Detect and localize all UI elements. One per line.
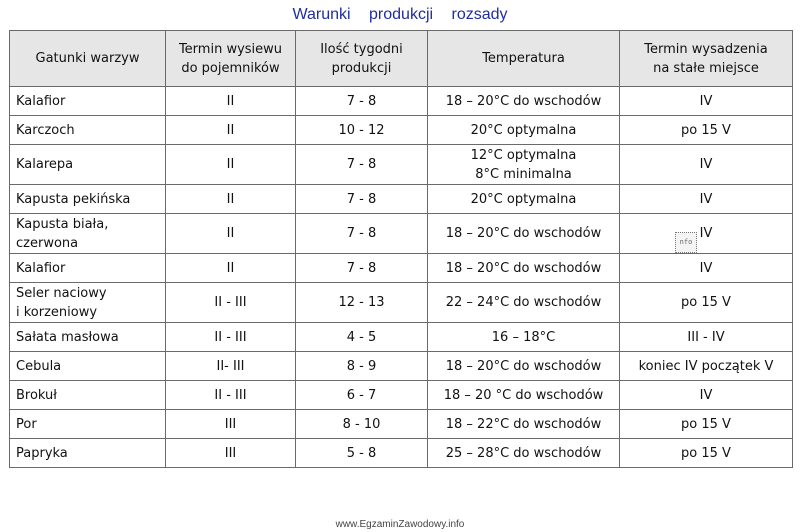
cell-species: Kalafior — [10, 254, 166, 283]
header-planting-term: Termin wysadzenia na stałe miejsce — [620, 31, 793, 87]
cell-species: Cebula — [10, 352, 166, 381]
cell-species: Sałata masłowa — [10, 323, 166, 352]
cell-planting-term: IV — [620, 145, 793, 185]
header-sowing-term: Termin wysiewu do pojemników — [166, 31, 296, 87]
cell-sowing-term: II — [166, 145, 296, 185]
cell-planting-term: IV — [620, 254, 793, 283]
cell-temperature: 18 – 20°C do wschodów — [428, 214, 620, 254]
table-row — [10, 381, 793, 410]
cell-production-weeks: 7 - 8 — [296, 254, 428, 283]
cell-species: Papryka — [10, 439, 166, 468]
table-row — [10, 323, 793, 352]
cell-planting-term: koniec IV początek V — [620, 352, 793, 381]
header-species: Gatunki warzyw — [10, 31, 166, 87]
cell-planting-term: III - IV — [620, 323, 793, 352]
cell-production-weeks: 7 - 8 — [296, 214, 428, 254]
table-body — [10, 87, 793, 468]
cell-species: Karczoch — [10, 116, 166, 145]
cell-sowing-term: III — [166, 439, 296, 468]
cell-species: Kalarepa — [10, 145, 166, 185]
cell-sowing-term: III — [166, 410, 296, 439]
table-row — [10, 439, 793, 468]
cell-production-weeks: 6 - 7 — [296, 381, 428, 410]
header-production-weeks: Ilość tygodni produkcji — [296, 31, 428, 87]
table-title: Warunki produkcji rozsady — [292, 6, 508, 23]
cell-production-weeks: 8 - 10 — [296, 410, 428, 439]
cell-sowing-term: II — [166, 116, 296, 145]
cell-species: Kapusta biała, czerwona — [10, 214, 166, 254]
table-row — [10, 116, 793, 145]
table-row — [10, 254, 793, 283]
cell-planting-term: IV — [620, 381, 793, 410]
cell-temperature: 18 – 20 °C do wschodów — [428, 381, 620, 410]
header-temperature: Temperatura — [428, 31, 620, 87]
cell-sowing-term: II — [166, 185, 296, 214]
table-row — [10, 410, 793, 439]
cell-planting-term: po 15 V — [620, 116, 793, 145]
cell-temperature: 18 – 22°C do wschodów — [428, 410, 620, 439]
cell-planting-term: po 15 V — [620, 410, 793, 439]
cell-temperature: 12°C optymalna 8°C minimalna — [428, 145, 620, 185]
table-row — [10, 185, 793, 214]
cell-production-weeks: 12 - 13 — [296, 283, 428, 323]
cell-temperature: 16 – 18°C — [428, 323, 620, 352]
cell-production-weeks: 7 - 8 — [296, 145, 428, 185]
cell-sowing-term: II - III — [166, 283, 296, 323]
cell-production-weeks: 7 - 8 — [296, 185, 428, 214]
cell-temperature: 18 – 20°C do wschodów — [428, 352, 620, 381]
cell-planting-term: IV — [620, 214, 793, 254]
cell-production-weeks: 10 - 12 — [296, 116, 428, 145]
info-icon: nfo — [675, 232, 697, 253]
cell-temperature: 22 – 24°C do wschodów — [428, 283, 620, 323]
cell-sowing-term: II - III — [166, 381, 296, 410]
cell-species: Kapusta pekińska — [10, 185, 166, 214]
table-row — [10, 283, 793, 323]
cell-production-weeks: 7 - 8 — [296, 87, 428, 116]
cell-planting-term: po 15 V — [620, 439, 793, 468]
cell-production-weeks: 8 - 9 — [296, 352, 428, 381]
header-row — [10, 31, 793, 87]
cell-species: Brokuł — [10, 381, 166, 410]
cell-temperature: 25 – 28°C do wschodów — [428, 439, 620, 468]
cell-temperature: 18 – 20°C do wschodów — [428, 254, 620, 283]
cell-planting-term: IV — [620, 185, 793, 214]
cell-sowing-term: II — [166, 87, 296, 116]
cell-sowing-term: II — [166, 254, 296, 283]
cell-production-weeks: 4 - 5 — [296, 323, 428, 352]
table-row — [10, 352, 793, 381]
cell-species: Kalafior — [10, 87, 166, 116]
cell-planting-term: po 15 V — [620, 283, 793, 323]
cell-sowing-term: II - III — [166, 323, 296, 352]
source-footer: www.EgzaminZawodowy.info — [335, 519, 465, 530]
cell-planting-term: IV — [620, 87, 793, 116]
cell-species: Seler naciowy i korzeniowy — [10, 283, 166, 323]
cell-sowing-term: II- III — [166, 352, 296, 381]
table-row — [10, 87, 793, 116]
cell-temperature: 18 – 20°C do wschodów — [428, 87, 620, 116]
cell-temperature: 20°C optymalna — [428, 185, 620, 214]
table-row — [10, 145, 793, 185]
cell-species: Por — [10, 410, 166, 439]
cell-temperature: 20°C optymalna — [428, 116, 620, 145]
cell-production-weeks: 5 - 8 — [296, 439, 428, 468]
cell-sowing-term: II — [166, 214, 296, 254]
